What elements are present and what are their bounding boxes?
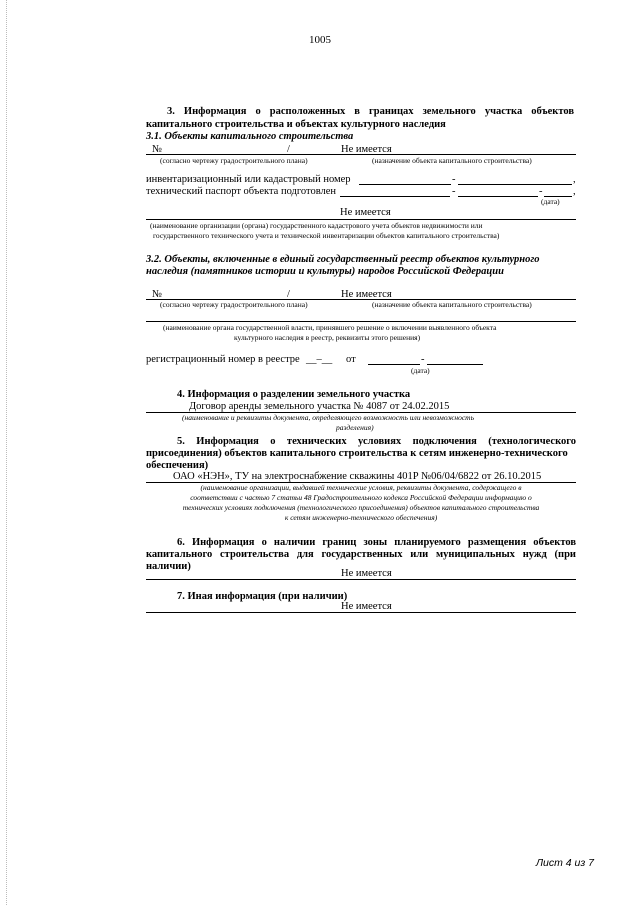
registry-date-blank-2	[427, 364, 483, 365]
section5-caption-line3: технических условиях подключения (технологического присоединения) объектов капитального строительства	[182, 503, 540, 512]
org-caption-line1: (наименование организации (органа) государственного кадастрового учета объектов недвижимости или	[150, 221, 483, 230]
section6-title-line3: наличии)	[146, 561, 191, 572]
sheet-counter: Лист 4 из 7	[535, 857, 594, 869]
section5-value: ОАО «НЭН», ТУ на электроснабжение скважины 401Р №06/04/6822 от 26.10.2015	[173, 471, 542, 482]
section3-title-line2: капитального строительства и объектах культурного наследия	[146, 119, 446, 130]
passport-label: технический паспорт объекта подготовлен	[146, 186, 337, 197]
section4-caption-line1: (наименование и реквизиты документа, определяющего возможность или невозможность	[182, 413, 475, 422]
slash-separator-2: /	[287, 289, 290, 300]
section5-title-line2: присоединения) объектов капитального строительства к сетям инженерно-технического	[146, 448, 568, 459]
objects-underline	[146, 154, 576, 155]
comma-mark: ,	[573, 186, 576, 197]
caption-drawing: (согласно чертежу градостроительного плана)	[160, 156, 308, 165]
section5-title-line3: обеспечения)	[146, 460, 209, 471]
page-number: 1005	[309, 34, 331, 46]
org-caption-line2: государственного технического учета и технической инвентаризации объектов капитального строительства)	[153, 231, 500, 240]
dash-mark: -	[452, 174, 456, 185]
section4-caption-line2: разделения)	[336, 423, 374, 432]
section7-title: 7. Иная информация (при наличии)	[177, 591, 348, 602]
authority-caption-line2: культурного наследия в реестр, реквизиты этого решения)	[234, 333, 421, 342]
dash-mark: -	[452, 186, 456, 197]
number-label: №	[152, 144, 163, 155]
organization-underline	[146, 219, 576, 220]
inventory-blank-2	[458, 184, 572, 185]
section32-heading-line1: 3.2. Объекты, включенные в единый государственный реестр объектов культурного	[146, 254, 540, 265]
section5-caption-line2: соответствии с частью 7 статьи 48 Градостроительного кодекса Российской Федерации информацию о	[190, 493, 532, 502]
inventory-label: инвентаризационный или кадастровый номер	[146, 174, 351, 185]
date-caption: (дата)	[541, 197, 560, 206]
section4-title: 4. Информация о разделении земельного участка	[177, 389, 411, 400]
dash-mark: -	[539, 186, 543, 197]
authority-caption-line1: (наименование органа государственной власти, принявшего решение о включении выявленного объекта	[163, 323, 497, 332]
date-caption-2: (дата)	[411, 366, 430, 375]
inventory-blank-1	[359, 184, 451, 185]
section31-heading: 3.1. Объекты капитального строительства	[146, 131, 354, 142]
section7-value: Не имеется	[341, 601, 392, 612]
dash-mark: -	[421, 354, 425, 365]
section4-value: Договор аренды земельного участка № 4087 от 24.02.2015	[189, 401, 450, 412]
registry-date-blank-1	[368, 364, 420, 365]
comma-mark: ,	[573, 174, 576, 185]
registry-value: __–__	[306, 354, 333, 365]
section7-underline	[146, 612, 576, 613]
registry-label: регистрационный номер в реестре	[146, 354, 300, 365]
caption-purpose-2: (назначение объекта капитального строительства)	[372, 300, 532, 309]
section5-title-line1: 5. Информация о технических условиях подключения (технологического	[177, 436, 576, 447]
section32-heading-line2: наследия (памятников истории и культуры) народов Российской Федерации	[146, 266, 504, 277]
section6-title-line1: 6. Информация о наличии границ зоны планируемого размещения объектов	[177, 537, 576, 548]
registry-from-label: от	[346, 354, 356, 365]
objects-value: Не имеется	[341, 144, 392, 155]
section5-caption-line4: к сетям инженерно-технического обеспечения)	[284, 513, 438, 522]
scan-edge	[6, 0, 7, 905]
section3-title-line1: 3. Информация о расположенных в границах земельного участка объектов	[167, 106, 574, 117]
caption-drawing-2: (согласно чертежу градостроительного плана)	[160, 300, 308, 309]
section6-title-line2: капитального строительства для государственных или муниципальных нужд (при	[146, 549, 576, 560]
number-label-2: №	[152, 289, 163, 300]
organization-value: Не имеется	[340, 207, 391, 218]
slash-separator: /	[287, 144, 290, 155]
section6-value: Не имеется	[341, 568, 392, 579]
section6-underline	[146, 579, 576, 580]
section5-caption-line1: (наименование организации, выдавшей технические условия, реквизиты документа, содержащего в	[200, 483, 522, 492]
passport-blank-2	[458, 196, 538, 197]
passport-blank-1	[340, 196, 450, 197]
authority-underline	[146, 321, 576, 322]
caption-purpose: (назначение объекта капитального строительства)	[372, 156, 532, 165]
heritage-value: Не имеется	[341, 289, 392, 300]
